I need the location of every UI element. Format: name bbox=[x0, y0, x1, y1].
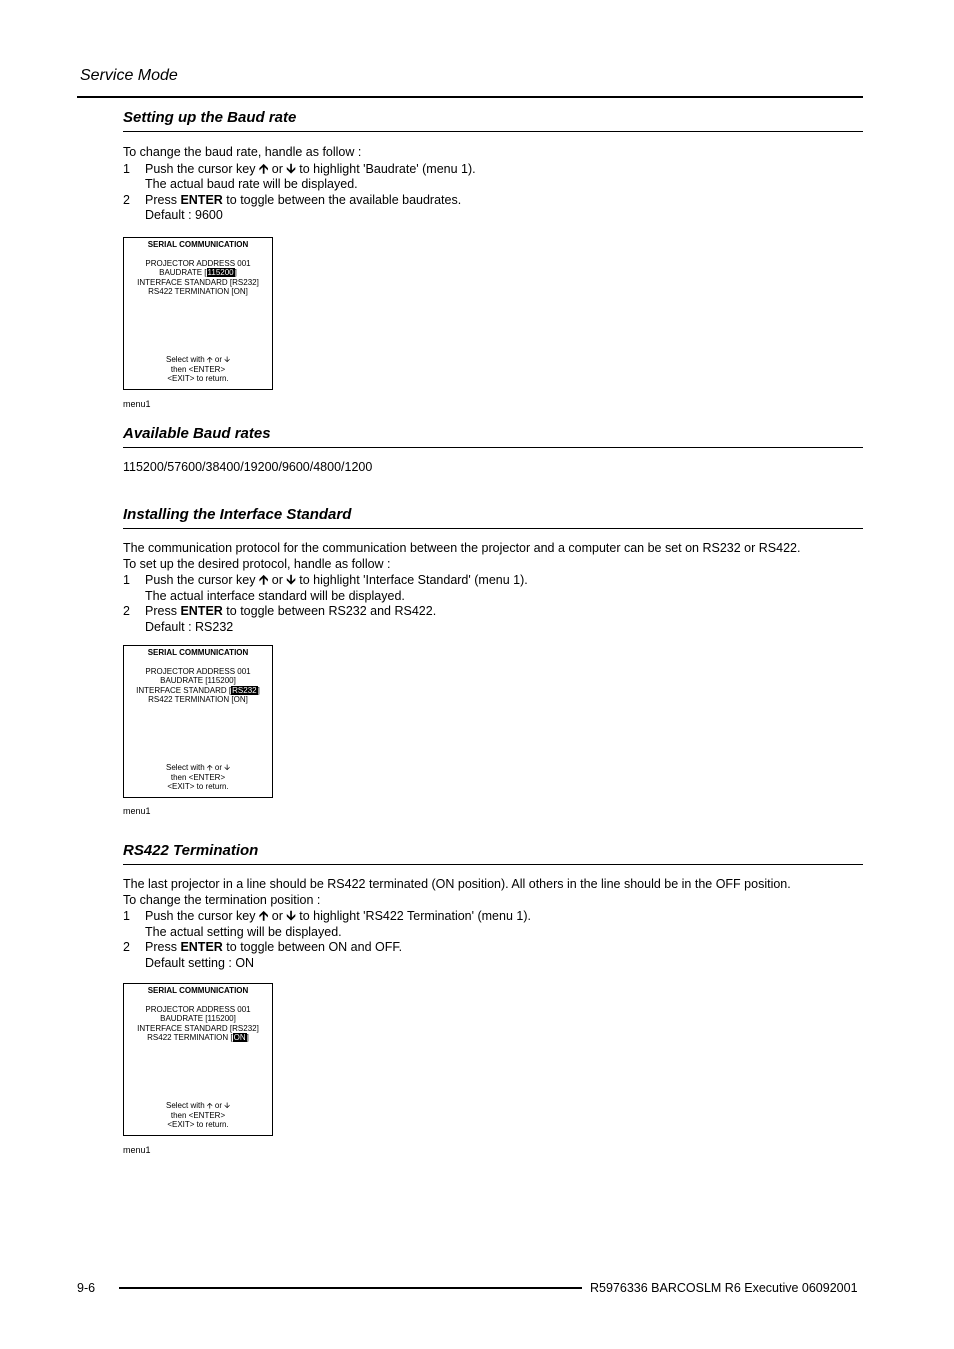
step-2-detail: Default : RS232 bbox=[145, 619, 234, 634]
menu-item-interface-standard: INTERFACE STANDARD [RS232] bbox=[137, 277, 259, 287]
step-2-detail: Default setting : ON bbox=[145, 955, 255, 970]
section-body-baud-rate bbox=[123, 145, 476, 224]
step-2 bbox=[123, 940, 791, 956]
menu-footer-line: then <ENTER> bbox=[170, 364, 226, 374]
menu-footer-text: or bbox=[214, 355, 223, 365]
menu-item-label: INTERFACE STANDARD bbox=[136, 685, 227, 695]
menu-value-highlighted: ON bbox=[233, 1033, 246, 1043]
menu-footer-line: <EXIT> to return. bbox=[167, 374, 229, 384]
menu-footer-text: Select with bbox=[165, 1101, 205, 1111]
footer-rule bbox=[119, 1287, 582, 1289]
step-text: to highlight 'RS422 Termination' (menu 1). bbox=[299, 909, 531, 923]
arrow-down-icon: 🡫 bbox=[286, 160, 296, 176]
menu-footer-text: or bbox=[214, 763, 223, 773]
step-1-detail: The actual baud rate will be displayed. bbox=[145, 177, 358, 191]
intro-text: The last projector in a line should be RS422 terminated (ON position). All others in the line should be in the OFF position. bbox=[123, 877, 791, 891]
menu-footer bbox=[124, 1101, 272, 1130]
menu-item-baudrate: BAUDRATE [115200] bbox=[160, 676, 236, 686]
key-name: ENTER bbox=[180, 604, 223, 618]
menu-footer-line: <EXIT> to return. bbox=[167, 1120, 229, 1130]
step-text: to toggle between ON and OFF. bbox=[226, 940, 403, 954]
section-body-rs422-termination bbox=[123, 877, 791, 971]
menu-item-label: BAUDRATE bbox=[159, 268, 203, 278]
menu-items bbox=[124, 1005, 272, 1043]
baud-rates-list: 115200/57600/38400/19200/9600/4800/1200 bbox=[123, 460, 373, 474]
step-text: Push the cursor key bbox=[145, 573, 256, 587]
menu-item-rs422-termination: RS422 TERMINATION [ON] bbox=[148, 287, 248, 297]
menu-title: SERIAL COMMUNICATION bbox=[147, 986, 249, 995]
menu-footer-line bbox=[124, 1101, 272, 1111]
step-number: 2 bbox=[123, 192, 130, 207]
step-1 bbox=[123, 161, 476, 178]
section-rule bbox=[123, 131, 863, 132]
arrow-down-icon: 🡫 bbox=[286, 572, 296, 587]
step-number: 1 bbox=[123, 161, 130, 176]
arrow-down-icon: 🡫 bbox=[286, 908, 296, 923]
menu-item-baudrate: BAUDRATE [115200] bbox=[159, 268, 237, 278]
section-title-rs422-termination: RS422 Termination bbox=[123, 842, 259, 859]
menu-item-value: ON bbox=[233, 287, 246, 297]
step-2 bbox=[123, 604, 800, 620]
arrow-down-icon: 🡫 bbox=[224, 1101, 230, 1111]
intro-text: To change the baud rate, handle as follow : bbox=[123, 145, 362, 159]
arrow-up-icon: 🡩 bbox=[206, 763, 213, 773]
section-rule bbox=[123, 864, 863, 865]
menu-item-projector-address: PROJECTOR ADDRESS 001 bbox=[145, 1004, 251, 1014]
menu-screen-interface-standard bbox=[123, 645, 273, 798]
step-number: 2 bbox=[123, 604, 130, 618]
section-rule bbox=[123, 447, 863, 448]
intro-text: To set up the desired protocol, handle as follow : bbox=[123, 556, 391, 571]
section-body-interface-standard bbox=[123, 541, 800, 635]
page-header-title: Service Mode bbox=[80, 67, 178, 84]
arrow-up-icon: 🡩 bbox=[258, 908, 269, 923]
menu-item-rs422-termination: RS422 TERMINATION [ON] bbox=[148, 695, 248, 705]
step-text: Press bbox=[145, 940, 177, 954]
menu-footer-text: Select with bbox=[165, 355, 205, 365]
key-name: ENTER bbox=[180, 940, 223, 954]
menu-item-baudrate: BAUDRATE [115200] bbox=[160, 1014, 236, 1024]
menu-screen-baudrate bbox=[123, 237, 273, 390]
menu-footer-line: <EXIT> to return. bbox=[167, 782, 229, 792]
arrow-down-icon: 🡫 bbox=[224, 763, 230, 773]
step-1 bbox=[123, 908, 791, 925]
menu-item-value: RS232 bbox=[232, 277, 257, 287]
arrow-down-icon: 🡫 bbox=[224, 355, 230, 365]
menu-item-label: BAUDRATE bbox=[160, 1014, 204, 1024]
step-text: Push the cursor key bbox=[145, 161, 256, 176]
arrow-up-icon: 🡩 bbox=[258, 160, 269, 176]
section-title-baud-rate: Setting up the Baud rate bbox=[123, 109, 297, 126]
step-1-detail: The actual interface standard will be displayed. bbox=[145, 588, 405, 603]
step-number: 2 bbox=[123, 940, 130, 954]
menu-footer bbox=[124, 763, 272, 792]
menu-footer-line bbox=[124, 355, 272, 365]
menu-item-label: RS422 TERMINATION bbox=[148, 287, 230, 297]
step-1-detail: The actual setting will be displayed. bbox=[145, 924, 342, 939]
intro-text: To change the termination position : bbox=[123, 892, 321, 907]
step-text: Push the cursor key bbox=[145, 909, 256, 923]
arrow-up-icon: 🡩 bbox=[206, 1101, 213, 1111]
section-title-interface-standard: Installing the Interface Standard bbox=[123, 506, 352, 523]
document-reference: R5976336 BARCOSLM R6 Executive 06092001 bbox=[590, 1281, 858, 1295]
menu-footer-text: or bbox=[214, 1101, 223, 1111]
menu-caption: menu1 bbox=[123, 399, 151, 409]
menu-item-label: BAUDRATE bbox=[160, 676, 204, 686]
step-text: or bbox=[271, 573, 283, 587]
arrow-up-icon: 🡩 bbox=[258, 572, 269, 587]
header-rule bbox=[77, 96, 863, 98]
step-text: to toggle between RS232 and RS422. bbox=[226, 604, 437, 618]
menu-item-label: RS422 TERMINATION bbox=[147, 1033, 229, 1043]
menu-item-value: RS232 bbox=[232, 1023, 257, 1033]
step-text: to highlight 'Interface Standard' (menu 1). bbox=[299, 573, 528, 587]
step-1 bbox=[123, 572, 800, 589]
menu-footer bbox=[124, 355, 272, 384]
menu-footer-text: Select with bbox=[165, 763, 205, 773]
menu-item-rs422-termination: RS422 TERMINATION [ON] bbox=[147, 1033, 249, 1043]
section-title-available-baud-rates: Available Baud rates bbox=[123, 425, 271, 442]
key-name: ENTER bbox=[180, 192, 223, 207]
menu-title: SERIAL COMMUNICATION bbox=[147, 240, 249, 249]
menu-item-interface-standard: INTERFACE STANDARD [RS232] bbox=[137, 1023, 259, 1033]
step-text: to highlight 'Baudrate' (menu 1). bbox=[299, 161, 476, 176]
menu-item-label: INTERFACE STANDARD bbox=[137, 1023, 228, 1033]
step-text: or bbox=[271, 161, 283, 176]
step-2 bbox=[123, 193, 476, 209]
step-number: 1 bbox=[123, 573, 130, 587]
menu-item-label: RS422 TERMINATION bbox=[148, 695, 230, 705]
menu-items bbox=[124, 667, 272, 705]
step-2-detail: Default : 9600 bbox=[145, 208, 223, 222]
step-text: to toggle between the available baudrates. bbox=[226, 192, 462, 207]
step-number: 1 bbox=[123, 909, 130, 923]
menu-caption: menu1 bbox=[123, 1145, 151, 1155]
section-rule bbox=[123, 528, 863, 529]
arrow-up-icon: 🡩 bbox=[206, 355, 213, 365]
menu-screen-rs422-termination bbox=[123, 983, 273, 1136]
menu-value-highlighted: 115200 bbox=[207, 268, 234, 278]
step-text: or bbox=[271, 909, 283, 923]
menu-item-value: 115200 bbox=[207, 1014, 234, 1024]
step-text: Press bbox=[145, 192, 177, 207]
menu-footer-line: then <ENTER> bbox=[170, 1110, 226, 1120]
menu-footer-line: then <ENTER> bbox=[170, 772, 226, 782]
menu-value-highlighted: RS232 bbox=[232, 685, 257, 695]
menu-item-interface-standard: INTERFACE STANDARD [RS232] bbox=[136, 685, 260, 695]
menu-item-value: 115200 bbox=[207, 676, 234, 686]
step-text: Press bbox=[145, 604, 177, 618]
menu-title: SERIAL COMMUNICATION bbox=[147, 648, 249, 657]
menu-footer-line bbox=[124, 763, 272, 773]
menu-item-projector-address: PROJECTOR ADDRESS 001 bbox=[145, 258, 251, 268]
menu-item-value: ON bbox=[233, 695, 246, 705]
menu-item-projector-address: PROJECTOR ADDRESS 001 bbox=[145, 666, 251, 676]
intro-text: The communication protocol for the communication between the projector and a computer can be set on RS232 or RS422. bbox=[123, 541, 801, 555]
page-number: 9-6 bbox=[77, 1281, 96, 1295]
menu-item-label: INTERFACE STANDARD bbox=[137, 277, 228, 287]
menu-caption: menu1 bbox=[123, 806, 151, 816]
menu-items bbox=[124, 259, 272, 297]
